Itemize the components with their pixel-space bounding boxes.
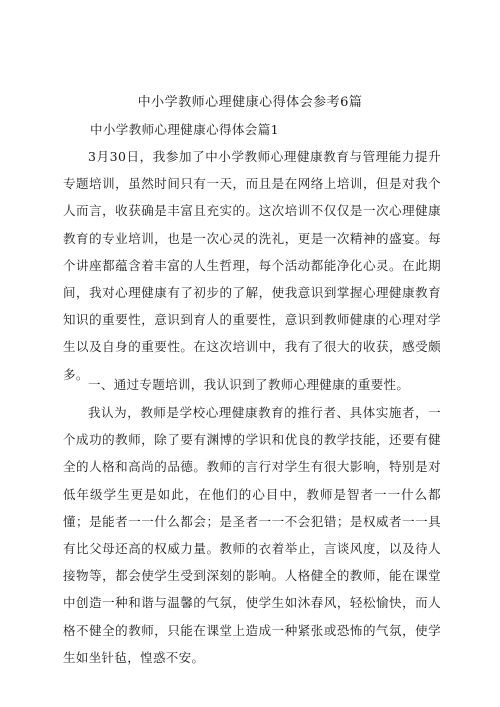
document-title: 中小学教师心理健康心得体会参考6篇: [137, 95, 363, 110]
paragraph-body: 我认为，教师是学校心理健康教育的推行者、具体实施者，一个成功的教师，除了要有渊博的学识和优良的教学技能，还要有健全的人格和高尚的品德。教师的言行对学生有很大影响，特别是对低年级学生更是如此，在他们的心目中，教师是智者一一什么都懂；是能者一一什么都会；是圣者一一不会犯错；是权威者一一具有比父母还高的权威力量。教师的衣着举止，言谈风度，以及待人接物等，都会使学生受到深刻的影响。人格健全的教师，能在课堂中创造一种和谐与温馨的气氛，使学生如沐春风，轻松愉快，而人格不健全的教师，只能在课堂上造成一种紧张或恐怖的气氛，使学生如坐针毡，惶惑不安。: [63, 405, 441, 665]
paragraph-intro: 3月30日，我参加了中小学教师心理健康教育与管理能力提升专题培训，虽然时间只有一天，而且是在网络上培训，但是对我个人而言，收获确是丰富且充实的。这次培训不仅仅是一次心理健康教育的专业培训，也是一次心灵的洗礼，更是一次精神的盛宴。每个讲座都蕴含着丰富的人生哲理，每个活动都能净化心灵。在此期间，我对心理健康有了初步的了解，使我意识到掌握心理健康教育知识的重要性，意识到育人的重要性，意识到教师健康的心理对学生以及自身的重要性。在这次培训中，我有了很大的收获，感受颇多。: [63, 149, 441, 382]
section-heading: 中小学教师心理健康心得体会篇1: [90, 122, 279, 137]
paragraph-point-heading: 一、通过专题培训，我认识到了教师心理健康的重要性。: [88, 377, 410, 392]
